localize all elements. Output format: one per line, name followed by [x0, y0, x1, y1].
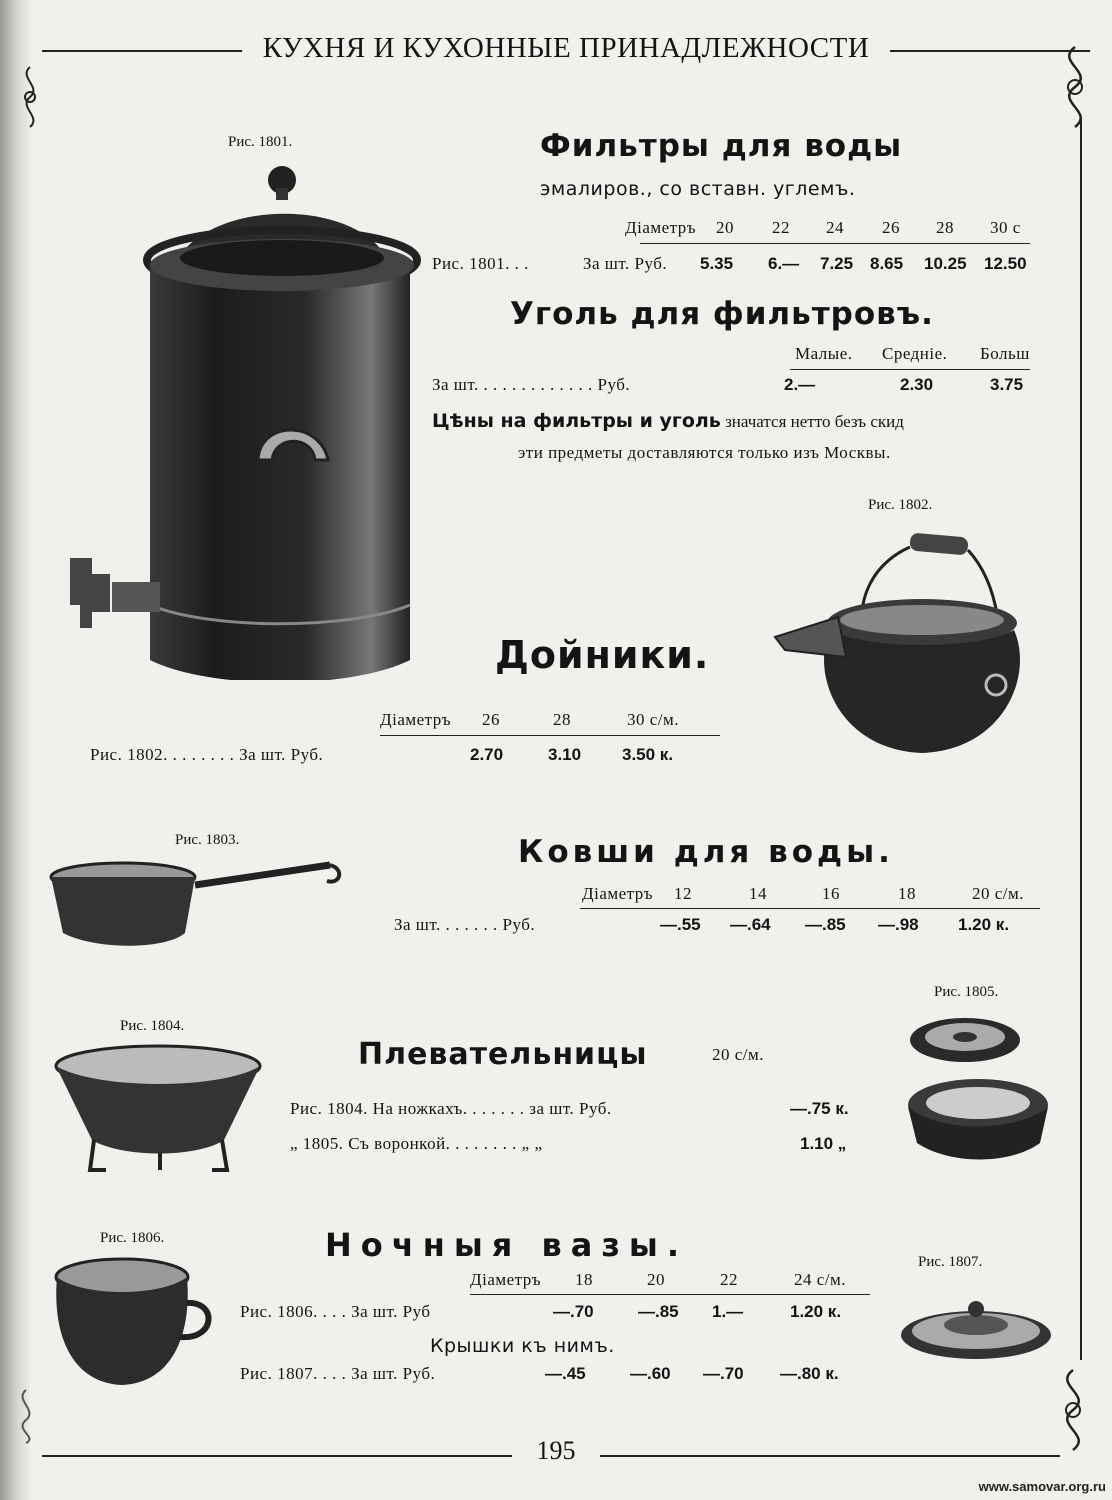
chamber-pots-price-20: —.85: [638, 1302, 679, 1321]
ladles-diam-18: 18: [898, 884, 916, 903]
fig-1803-caption: Рис. 1803.: [175, 832, 240, 848]
spittoons-row1-label: Рис. 1804. На ножкахъ. . . . . . . за шт. Руб.: [290, 1099, 612, 1118]
chamber-pots-title: Ночныя вазы.: [325, 1226, 688, 1264]
milk-pails-rule: [380, 735, 720, 736]
fig-1807-caption: Рис. 1807.: [918, 1254, 983, 1270]
ladles-diam-12: 12: [674, 884, 692, 903]
watermark: www.samovar.org.ru: [978, 1479, 1106, 1494]
milk-pails-diam-26: 26: [482, 710, 500, 729]
ornament-top-right: [1050, 42, 1100, 132]
chamber-pots-diam-18: 18: [575, 1270, 593, 1289]
milk-pails-price-30: 3.50 к.: [622, 745, 674, 764]
spittoons-row2-price: 1.10 „: [800, 1134, 847, 1153]
book-spine-shadow: [0, 0, 30, 1500]
charcoal-size-small: Малые.: [795, 344, 853, 363]
ladles-diam-16: 16: [822, 884, 840, 903]
milk-pail-illustration: [770, 525, 1040, 765]
chamber-pots-diam-22: 22: [720, 1270, 738, 1289]
chamber-pots-diam-24: 24 с/м.: [794, 1270, 847, 1289]
filters-price-30: 12.50: [984, 254, 1027, 273]
chamber-pots-diameter-label: Діаметръ: [470, 1270, 542, 1289]
charcoal-note-bold: Цѣны на фильтры и уголь: [432, 410, 721, 432]
ladle-illustration: [45, 855, 345, 955]
chamber-pot-illustration: [52, 1255, 217, 1390]
filters-title: Фильтры для воды: [540, 128, 903, 164]
charcoal-note-rest: значатся нетто безъ скид: [725, 412, 904, 431]
lids-price-3: —.70: [703, 1364, 744, 1383]
milk-pails-price-26: 2.70: [470, 745, 504, 764]
filters-diam-30: 30 с: [990, 218, 1021, 237]
page-number: 195: [536, 1436, 576, 1465]
filters-price-26: 8.65: [870, 254, 904, 273]
fig-1801-caption: Рис. 1801.: [228, 134, 293, 150]
filters-diam-24: 24: [826, 218, 844, 237]
filters-rule: [640, 243, 1030, 244]
ladles-diameter-label: Діаметръ: [582, 884, 654, 903]
charcoal-price-medium: 2.30: [900, 375, 934, 394]
ladles-price-20: 1.20 к.: [958, 915, 1010, 934]
lids-price-1: —.45: [545, 1364, 586, 1383]
filters-subtitle: эмалиров., со вставн. углемъ.: [540, 178, 856, 200]
spittoons-row1-price: —.75 к.: [790, 1099, 849, 1118]
chamber-pots-row-label: Рис. 1806. . . . За шт. Руб: [240, 1302, 431, 1321]
ladles-row-label: За шт. . . . . . . Руб.: [394, 915, 536, 934]
ladles-price-14: —.64: [730, 915, 771, 934]
chamber-pots-price-18: —.70: [553, 1302, 594, 1321]
milk-pails-price-28: 3.10: [548, 745, 582, 764]
filters-diam-26: 26: [882, 218, 900, 237]
fig-1805-caption: Рис. 1805.: [934, 984, 999, 1000]
lids-title: Крышки къ нимъ.: [430, 1335, 615, 1357]
spittoons-size: 20 с/м.: [712, 1045, 765, 1064]
spittoon-funnel-illustration: [905, 1015, 1050, 1170]
running-header: [42, 30, 1090, 70]
charcoal-size-medium: Средніе.: [882, 344, 948, 363]
ladles-price-16: —.85: [805, 915, 846, 934]
charcoal-title: Уголь для фильтровъ.: [510, 296, 934, 332]
charcoal-row-label: За шт. . . . . . . . . . . . . Руб.: [432, 375, 631, 394]
lids-row-label: Рис. 1807. . . . За шт. Руб.: [240, 1364, 436, 1383]
charcoal-price-small: 2.—: [784, 375, 816, 394]
charcoal-size-large: Больш: [980, 344, 1030, 363]
running-head-title: КУХНЯ И КУХОННЫЕ ПРИНАДЛЕЖНОСТИ: [262, 32, 870, 64]
ladles-diam-14: 14: [749, 884, 767, 903]
lid-illustration: [896, 1285, 1056, 1375]
filters-diameter-label: Діаметръ: [625, 218, 697, 237]
filters-diam-22: 22: [772, 218, 790, 237]
charcoal-note: [432, 410, 904, 432]
spittoons-title: Плевательницы: [358, 1037, 648, 1072]
chamber-pots-rule: [470, 1294, 870, 1295]
milk-pails-diam-28: 28: [553, 710, 571, 729]
filters-per-piece: За шт. Руб.: [583, 254, 668, 273]
chamber-pots-price-22: 1.—: [712, 1302, 744, 1321]
fig-1802-caption: Рис. 1802.: [868, 497, 933, 513]
fig-1804-caption: Рис. 1804.: [120, 1018, 185, 1034]
ladles-rule: [580, 908, 1040, 909]
charcoal-note-line2: эти предметы доставляются только изъ Москвы.: [518, 443, 891, 462]
chamber-pots-diam-20: 20: [647, 1270, 665, 1289]
lids-price-2: —.60: [630, 1364, 671, 1383]
milk-pails-diam-30: 30 с/м.: [627, 710, 680, 729]
spittoons-row2-label: „ 1805. Съ воронкой. . . . . . . . „ „: [290, 1134, 543, 1153]
lids-price-4: —.80 к.: [780, 1364, 839, 1383]
filters-price-20: 5.35: [700, 254, 734, 273]
filters-price-28: 10.25: [924, 254, 967, 273]
chamber-pots-price-24: 1.20 к.: [790, 1302, 842, 1321]
filters-diam-20: 20: [716, 218, 734, 237]
filters-diam-28: 28: [936, 218, 954, 237]
filters-price-22: 6.—: [768, 254, 800, 273]
milk-pails-row-label: Рис. 1802. . . . . . . . За шт. Руб.: [90, 745, 324, 764]
spittoon-legs-illustration: [52, 1040, 267, 1175]
ladles-price-18: —.98: [878, 915, 919, 934]
ladles-title: Ковши для воды.: [518, 834, 894, 870]
water-filter-illustration: [50, 160, 430, 680]
filters-price-24: 7.25: [820, 254, 854, 273]
right-frame-line: [1080, 120, 1082, 1360]
ladles-price-12: —.55: [660, 915, 701, 934]
ornament-top-left: [8, 62, 52, 132]
fig-1806-caption: Рис. 1806.: [100, 1230, 165, 1246]
milk-pails-diameter-label: Діаметръ: [380, 710, 452, 729]
charcoal-rule: [790, 369, 1030, 370]
charcoal-price-large: 3.75: [990, 375, 1024, 394]
filters-row-label: Рис. 1801. . .: [432, 254, 529, 273]
ladles-diam-20: 20 с/м.: [972, 884, 1025, 903]
milk-pails-title: Дойники.: [495, 633, 710, 677]
